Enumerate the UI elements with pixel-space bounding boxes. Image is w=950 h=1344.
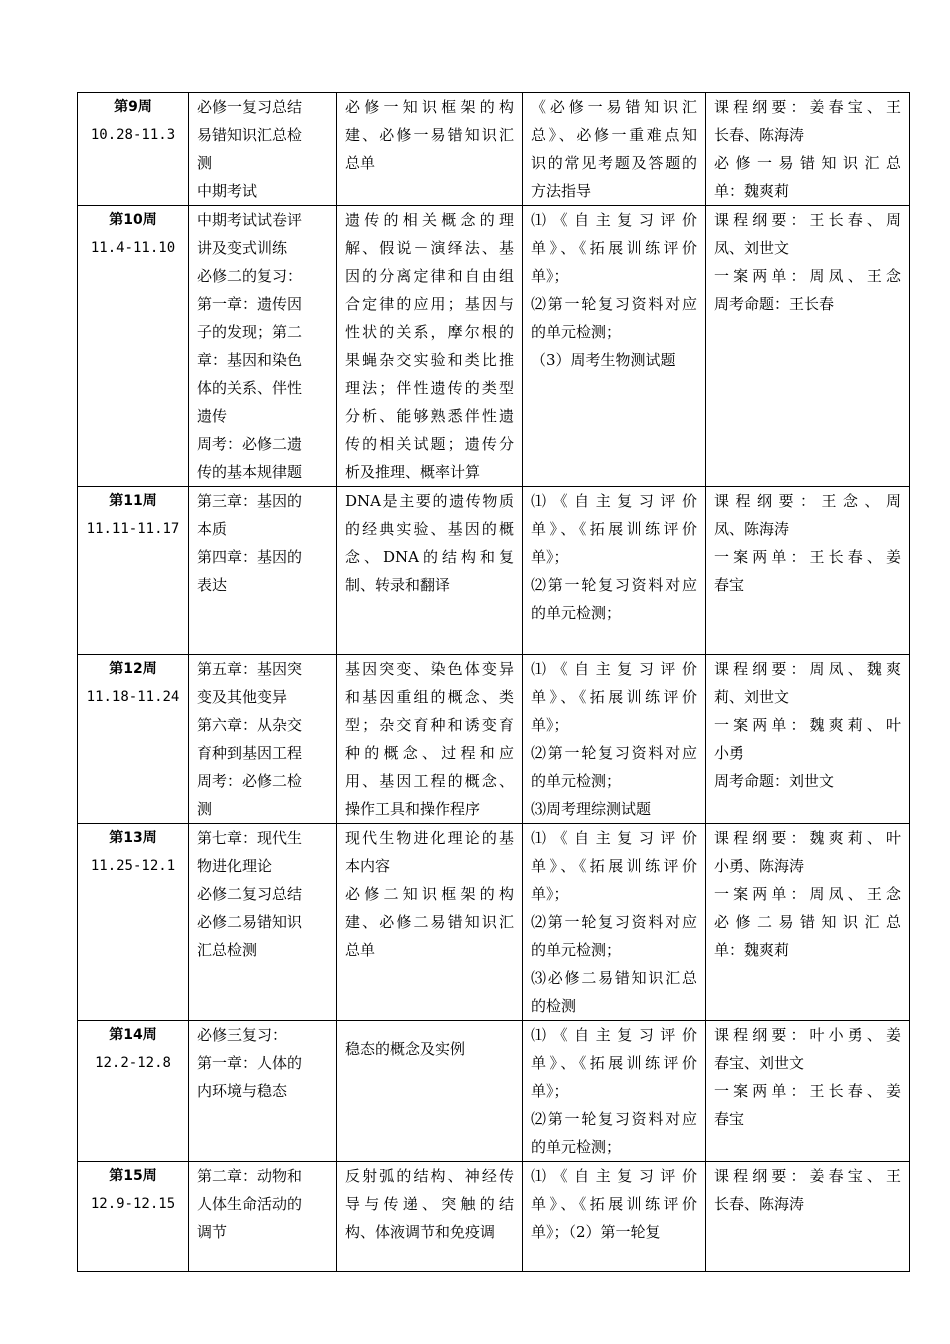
- cell-line: ⑴《自主复习评价: [531, 829, 697, 847]
- cell-line: 凤、陈海涛: [714, 520, 790, 538]
- cell-line: 内环境与稳态: [197, 1082, 288, 1100]
- week-cell: [78, 206, 189, 487]
- cell-line: 凤、刘世文: [714, 239, 790, 257]
- cell-line: 莉、刘世文: [714, 688, 790, 706]
- review-content-cell: [189, 93, 337, 206]
- cell-line: 一案两单：魏爽莉、叶: [714, 716, 901, 734]
- week-dates: 11.11-11.17: [86, 521, 180, 537]
- week-number: 第13周: [109, 830, 157, 846]
- cell-line: 传的相关试题；遗传分: [345, 435, 514, 453]
- cell-line: 导与传递、突触的结: [345, 1195, 514, 1213]
- key-points-cell: [337, 206, 523, 487]
- cell-line: 识的常见考题及答题的: [531, 154, 697, 172]
- key-points-cell: [337, 487, 523, 655]
- cell-line: 周考命题：刘世文: [714, 772, 835, 790]
- cell-line: 解、假说－演绎法、基: [345, 239, 514, 257]
- cell-line: 测: [197, 800, 213, 818]
- schedule-body: [78, 93, 910, 1272]
- cell-line: 建、必修二易错知识汇: [345, 913, 514, 931]
- key-points-cell: [337, 655, 523, 824]
- review-content-cell: [189, 1021, 337, 1162]
- cell-line: 的单元检测；: [531, 772, 622, 790]
- cell-line: 小勇、陈海涛: [714, 857, 805, 875]
- cell-line: 测: [197, 154, 213, 172]
- responsible-cell: [706, 487, 910, 655]
- cell-line: 分析、能够熟悉伴性遗: [345, 407, 514, 425]
- cell-line: 章：基因和染色: [197, 351, 303, 369]
- week-cell: [78, 824, 189, 1021]
- cell-line: 小勇: [714, 744, 745, 762]
- cell-line: 周考：必修二遗: [197, 435, 303, 453]
- assessment-cell: [523, 824, 706, 1021]
- cell-line: 构、体液调节和免疫调: [345, 1223, 496, 1241]
- cell-line: 第四章：基因的: [197, 548, 303, 566]
- key-points-cell: [337, 93, 523, 206]
- cell-line: ⑶周考理综测试题: [531, 800, 652, 818]
- week-number: 第12周: [109, 661, 157, 677]
- responsible-cell: [706, 824, 910, 1021]
- cell-line: 必修一知识框架的构: [345, 98, 514, 116]
- cell-line: 总单: [345, 154, 376, 172]
- cell-line: 第五章：基因突: [197, 660, 303, 678]
- cell-line: 总》、必修一重难点知: [531, 126, 697, 144]
- cell-line: 春宝、刘世文: [714, 1054, 805, 1072]
- week-number: 第9周: [114, 99, 152, 115]
- cell-line: 一案两单：周凤、王念: [714, 267, 901, 285]
- review-content-cell: [189, 1162, 337, 1272]
- cell-line: 反射弧的结构、神经传: [345, 1167, 514, 1185]
- cell-line: 单》；: [531, 1082, 569, 1100]
- cell-line: 的单元检测；: [531, 604, 622, 622]
- responsible-cell: [706, 206, 910, 487]
- cell-line: 体的关系、伴性: [197, 379, 303, 397]
- cell-line: 课程纲要：叶小勇、姜: [714, 1026, 901, 1044]
- cell-line: 周考命题：王长春: [714, 295, 835, 313]
- table-row: [78, 1021, 910, 1162]
- cell-line: 课程纲要：周凤、魏爽: [714, 660, 901, 678]
- cell-line: 稳态的概念及实例: [345, 1040, 466, 1058]
- cell-line: 育种到基因工程: [197, 744, 303, 762]
- cell-line: 合定律的应用；基因与: [345, 295, 514, 313]
- week-dates: 12.2-12.8: [95, 1055, 171, 1071]
- review-content-cell: [189, 824, 337, 1021]
- cell-line: 第二章：动物和: [197, 1167, 303, 1185]
- week-number: 第11周: [109, 493, 157, 509]
- cell-line: 一案两单：王长春、姜: [714, 548, 901, 566]
- week-cell: [78, 655, 189, 824]
- cell-line: 遗传的相关概念的理: [345, 211, 514, 229]
- assessment-cell: [523, 655, 706, 824]
- cell-line: 第一章：人体的: [197, 1054, 303, 1072]
- week-cell: [78, 1162, 189, 1272]
- cell-line: 单》；: [531, 267, 569, 285]
- cell-line: 基因突变、染色体变异: [345, 660, 514, 678]
- cell-line: 用、基因工程的概念、: [345, 772, 514, 790]
- cell-line: 本质: [197, 520, 228, 538]
- cell-line: 必修一易错知识汇总: [714, 154, 901, 172]
- cell-line: 必修一复习总结: [197, 98, 303, 116]
- assessment-cell: [523, 93, 706, 206]
- cell-line: 必修二知识框架的构: [345, 885, 514, 903]
- cell-line: 必修二的复习：: [197, 267, 303, 285]
- table-row: [78, 1162, 910, 1272]
- cell-line: 本内容: [345, 857, 391, 875]
- cell-line: 物进化理论: [197, 857, 273, 875]
- cell-line: 传的基本规律题: [197, 463, 303, 481]
- cell-line: ⑴《自主复习评价: [531, 211, 697, 229]
- cell-line: （3）周考生物测试题: [531, 351, 676, 369]
- cell-line: 一案两单：周凤、王念: [714, 885, 901, 903]
- week-number: 第10周: [109, 212, 157, 228]
- assessment-cell: [523, 1021, 706, 1162]
- assessment-cell: [523, 487, 706, 655]
- week-cell: [78, 487, 189, 655]
- cell-line: 课程纲要：姜春宝、王: [714, 1167, 901, 1185]
- cell-line: 必修三复习：: [197, 1026, 288, 1044]
- cell-line: 的检测: [531, 997, 577, 1015]
- cell-line: ⑵第一轮复习资料对应: [531, 576, 697, 594]
- cell-line: 必修二易错知识汇总: [714, 913, 901, 931]
- cell-line: 周考：必修二检: [197, 772, 303, 790]
- cell-line: 念、DNA的结构和复: [345, 548, 514, 566]
- cell-line: 理法；伴性遗传的类型: [345, 379, 514, 397]
- week-cell: [78, 93, 189, 206]
- cell-line: 建、必修一易错知识汇: [345, 126, 514, 144]
- cell-line: ⑴《自主复习评价: [531, 660, 697, 678]
- cell-line: 单》、《拓展训练评价: [531, 239, 697, 257]
- cell-line: 的单元检测；: [531, 1138, 622, 1156]
- cell-line: 课程纲要：王长春、周: [714, 211, 901, 229]
- review-content-cell: [189, 206, 337, 487]
- cell-line: 第六章：从杂交: [197, 716, 303, 734]
- cell-line: 春宝: [714, 576, 745, 594]
- assessment-cell: [523, 1162, 706, 1272]
- cell-line: 必修二易错知识: [197, 913, 303, 931]
- cell-line: 中期考试: [197, 182, 258, 200]
- cell-line: 单》、《拓展训练评价: [531, 1054, 697, 1072]
- responsible-cell: [706, 1162, 910, 1272]
- table-row: [78, 93, 910, 206]
- cell-line: ⑵第一轮复习资料对应: [531, 913, 697, 931]
- cell-line: 长春、陈海涛: [714, 1195, 805, 1213]
- cell-line: 讲及变式训练: [197, 239, 288, 257]
- cell-line: 单》；: [531, 716, 569, 734]
- cell-line: 的经典实验、基因的概: [345, 520, 514, 538]
- key-points-cell: [337, 1021, 523, 1162]
- cell-line: 第一章：遗传因: [197, 295, 303, 313]
- cell-line: 课程纲要：魏爽莉、叶: [714, 829, 901, 847]
- cell-line: ⑴《自主复习评价: [531, 492, 697, 510]
- cell-line: DNA是主要的遗传物质: [345, 492, 514, 510]
- cell-line: 单：魏爽莉: [714, 182, 790, 200]
- table-row: [78, 824, 910, 1021]
- cell-line: 单》、《拓展训练评价: [531, 688, 697, 706]
- cell-line: 变及其他变异: [197, 688, 288, 706]
- table-row: [78, 655, 910, 824]
- cell-line: 单》；: [531, 885, 569, 903]
- cell-line: 种的概念、过程和应: [345, 744, 514, 762]
- schedule-table: [77, 92, 910, 1272]
- cell-line: 总单: [345, 941, 376, 959]
- cell-line: 春宝: [714, 1110, 745, 1128]
- cell-line: ⑵第一轮复习资料对应: [531, 744, 697, 762]
- cell-line: 制、转录和翻译: [345, 576, 451, 594]
- cell-line: 单》、《拓展训练评价: [531, 857, 697, 875]
- key-points-cell: [337, 1162, 523, 1272]
- review-content-cell: [189, 487, 337, 655]
- cell-line: 课程纲要：王念、周: [714, 492, 901, 510]
- week-dates: 11.18-11.24: [86, 689, 180, 705]
- table-row: [78, 487, 910, 655]
- week-dates: 11.25-12.1: [90, 858, 176, 874]
- cell-line: ⑴《自主复习评价: [531, 1167, 697, 1185]
- cell-line: 操作工具和操作程序: [345, 800, 481, 818]
- cell-line: 一案两单：王长春、姜: [714, 1082, 901, 1100]
- cell-line: 课程纲要：姜春宝、王: [714, 98, 901, 116]
- cell-line: 第七章：现代生: [197, 829, 303, 847]
- responsible-cell: [706, 1021, 910, 1162]
- week-number: 第14周: [109, 1027, 157, 1043]
- cell-line: 现代生物进化理论的基: [345, 829, 514, 847]
- cell-line: 遗传: [197, 407, 228, 425]
- cell-line: ⑴《自主复习评价: [531, 1026, 697, 1044]
- week-dates: 11.4-11.10: [90, 240, 176, 256]
- week-number: 第15周: [109, 1168, 157, 1184]
- cell-line: 型；杂交育种和诱变育: [345, 716, 514, 734]
- cell-line: 《必修一易错知识汇: [531, 98, 697, 116]
- cell-line: 中期考试试卷评: [197, 211, 303, 229]
- cell-line: 调节: [197, 1223, 228, 1241]
- cell-line: 单》；（2）第一轮复: [531, 1223, 661, 1241]
- cell-line: 的单元检测；: [531, 323, 622, 341]
- key-points-cell: [337, 824, 523, 1021]
- week-cell: [78, 1021, 189, 1162]
- week-dates: 12.9-12.15: [90, 1196, 176, 1212]
- cell-line: 性状的关系，摩尔根的: [345, 323, 514, 341]
- assessment-cell: [523, 206, 706, 487]
- cell-line: 和基因重组的概念、类: [345, 688, 514, 706]
- week-dates: 10.28-11.3: [90, 127, 176, 143]
- table-row: [78, 206, 910, 487]
- cell-line: 人体生命活动的: [197, 1195, 303, 1213]
- cell-line: 汇总检测: [197, 941, 258, 959]
- cell-line: 易错知识汇总检: [197, 126, 303, 144]
- cell-line: 单》、《拓展训练评价: [531, 1195, 697, 1213]
- cell-line: 析及推理、概率计算: [345, 463, 481, 481]
- responsible-cell: [706, 655, 910, 824]
- cell-line: 因的分离定律和自由组: [345, 267, 514, 285]
- cell-line: 单》；: [531, 548, 569, 566]
- cell-line: 方法指导: [531, 182, 592, 200]
- responsible-cell: [706, 93, 910, 206]
- cell-line: 必修二复习总结: [197, 885, 303, 903]
- cell-line: 单：魏爽莉: [714, 941, 790, 959]
- cell-line: ⑶必修二易错知识汇总: [531, 969, 697, 987]
- cell-line: 单》、《拓展训练评价: [531, 520, 697, 538]
- cell-line: ⑵第一轮复习资料对应: [531, 295, 697, 313]
- cell-line: 的单元检测；: [531, 941, 622, 959]
- cell-line: 子的发现；第二: [197, 323, 303, 341]
- cell-line: 果蝇杂交实验和类比推: [345, 351, 514, 369]
- cell-line: ⑵第一轮复习资料对应: [531, 1110, 697, 1128]
- review-content-cell: [189, 655, 337, 824]
- cell-line: 长春、陈海涛: [714, 126, 805, 144]
- cell-line: 第三章：基因的: [197, 492, 303, 510]
- cell-line: 表达: [197, 576, 228, 594]
